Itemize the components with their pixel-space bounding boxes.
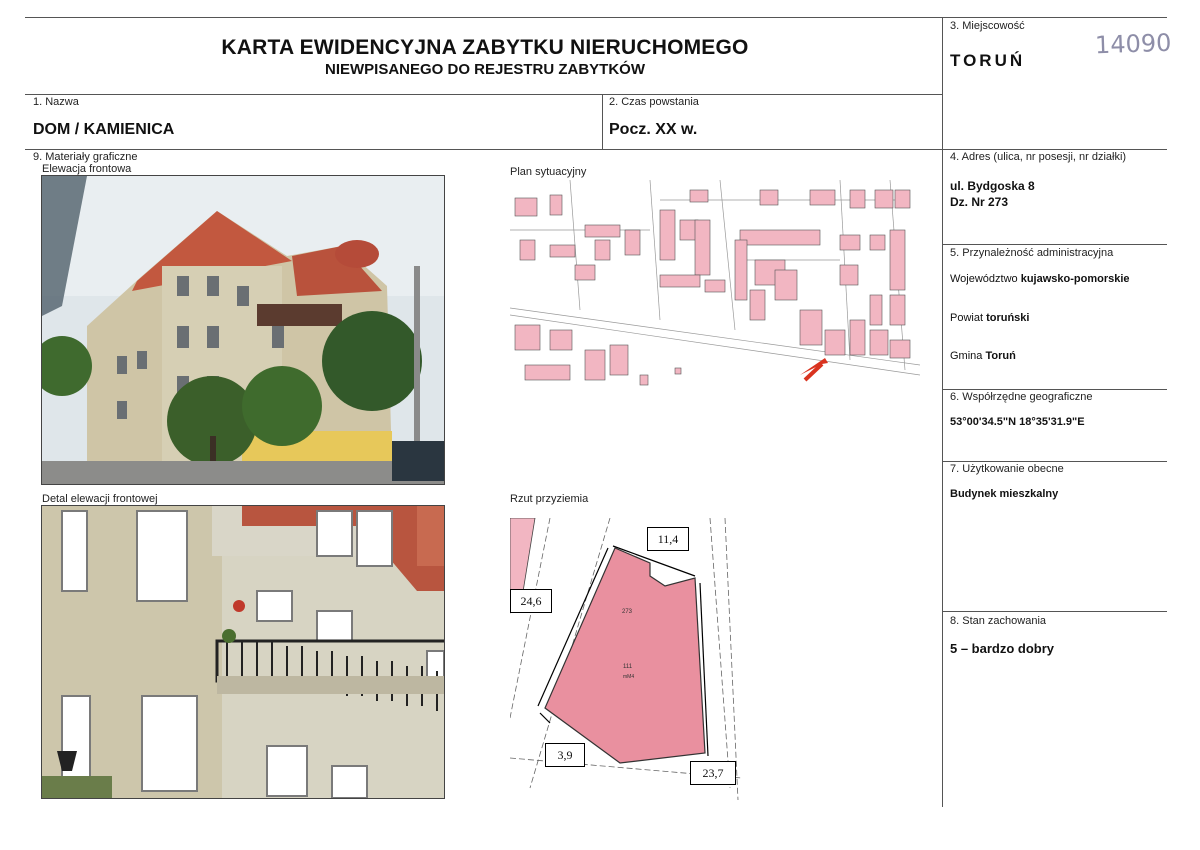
name-bottom-line (25, 149, 1167, 150)
dim-left: 24,6 (510, 589, 552, 613)
name-period-divider (602, 94, 603, 149)
situation-plan-map (510, 180, 920, 390)
situation-plan-label: Plan sytuacyjny (510, 166, 587, 178)
facade-detail-illustration (42, 506, 444, 798)
front-elevation-illustration (42, 176, 444, 484)
dim-top: 11,4 (647, 527, 689, 551)
top-border (25, 17, 1167, 18)
dim-bottom-left: 3,9 (545, 743, 585, 767)
situation-plan-drawing (510, 180, 920, 390)
right-column-divider (942, 17, 943, 807)
admin-voivodeship-value: kujawsko-pomorskie (1020, 273, 1130, 285)
period-label: 2. Czas powstania (609, 96, 699, 108)
facade-detail-photo (41, 505, 445, 799)
building-sub-number: mM4 (623, 674, 635, 680)
usage-value: Budynek mieszkalny (950, 488, 1059, 500)
admin-commune (950, 350, 1016, 362)
dim-bottom-right: 23,7 (690, 761, 736, 785)
admin-label: 5. Przynależność administracyjna (950, 247, 1114, 259)
front-elevation-label: Elewacja frontowa (42, 163, 132, 175)
coords-label: 6. Współrzędne geograficzne (950, 391, 1093, 403)
card-title: KARTA EWIDENCYJNA ZABYTKU NIERUCHOMEGO (221, 36, 749, 59)
admin-voivodeship-prefix: Województwo (950, 273, 1021, 285)
condition-value: 5 – bardzo dobry (950, 641, 1055, 656)
admin-commune-prefix: Gmina (950, 350, 986, 362)
ground-plan-label: Rzut przyziemia (510, 493, 589, 505)
address-bottom-line (942, 244, 1167, 245)
usage-label: 7. Użytkowanie obecne (950, 463, 1064, 475)
front-elevation-photo (41, 175, 445, 485)
condition-label: 8. Stan zachowania (950, 615, 1047, 627)
admin-county (950, 312, 1029, 324)
coords-bottom-line (942, 461, 1167, 462)
card-number-handwritten: 14090 (1094, 28, 1172, 60)
admin-county-prefix: Powiat (950, 312, 987, 324)
admin-county-value: toruński (986, 312, 1030, 324)
building-number: 111 (623, 664, 633, 670)
address-plot: Dz. Nr 273 (950, 195, 1009, 209)
name-label: 1. Nazwa (33, 96, 79, 108)
admin-voivodeship (950, 273, 1130, 285)
admin-commune-value: Toruń (985, 350, 1016, 362)
admin-bottom-line (942, 389, 1167, 390)
facade-detail-label: Detal elewacji frontowej (42, 493, 158, 505)
address-label: 4. Adres (ulica, nr posesji, nr działki) (950, 151, 1127, 163)
plot-number: 273 (622, 609, 633, 615)
ground-plan-map (510, 518, 742, 800)
header-bottom-line (25, 94, 942, 95)
locality-value: TORUŃ (950, 51, 1026, 70)
locality-label: 3. Miejscowość (950, 20, 1025, 32)
address-street: ul. Bydgoska 8 (950, 179, 1035, 193)
card-subtitle: NIEWPISANEGO DO REJESTRU ZABYTKÓW (324, 61, 646, 78)
coords-value: 53°00'34.5"N 18°35'31.9"E (950, 416, 1085, 428)
graphics-label: 9. Materiały graficzne (33, 151, 138, 163)
period-value: Pocz. XX w. (609, 121, 698, 138)
usage-bottom-line (942, 611, 1167, 612)
name-value: DOM / KAMIENICA (33, 121, 175, 138)
